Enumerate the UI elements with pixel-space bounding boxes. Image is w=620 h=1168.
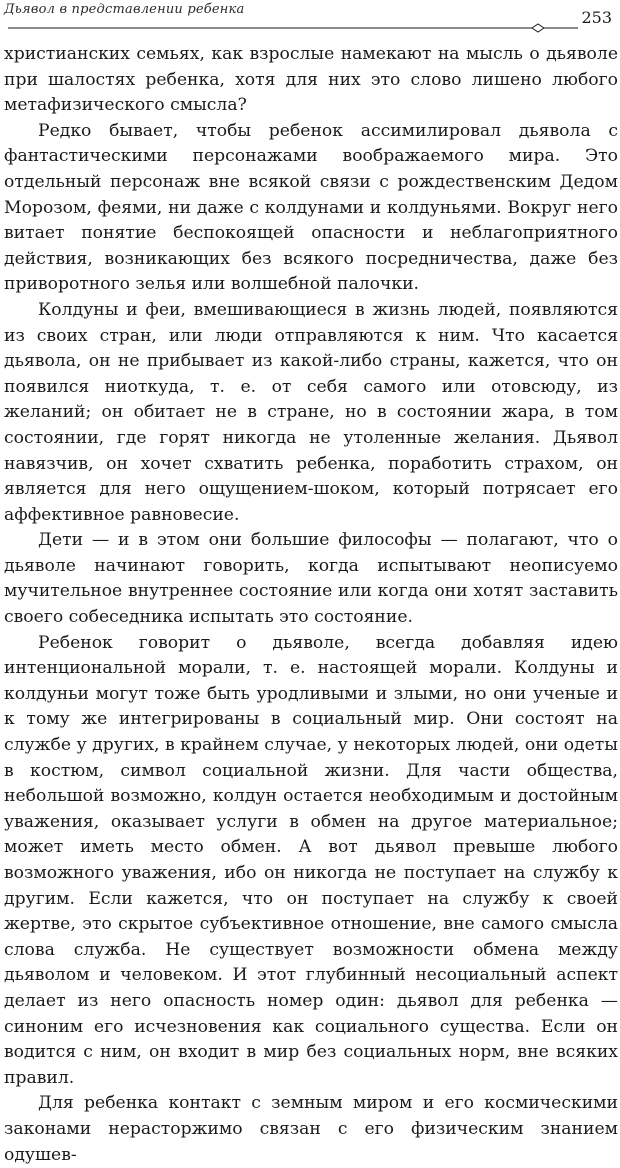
page-number: 253 [581,8,612,27]
paragraph-2: Редко бывает, чтобы ребенок ассимилировал дьявола с фантастическими персонажами воображаемого мира. Это отдельный персонаж вне всякой связи с рождественским Дедом Морозом, феями, ни даже с колдунами и колдуньями. Вокруг него витает понятие беспокоящей опасности и неблагоприятного действия, возникающих без всякого посредничества, даже без приворотного зелья или волшебной палочки. [4,120,618,295]
running-title: Дьявол в представлении ребенка [4,2,245,17]
paragraph-3: Колдуны и феи, вмешивающиеся в жизнь людей, появляются из своих стран, или люди отправляются к ним. Что касается дьявола, он не прибывает из какой-либо страны, кажется, что он появился ниоткуда, т. е. от себя самого или отовсюду, из желаний; он обитает не в стране, но в состоянии жара, в том состоянии, где горят никогда не утоленные желания. Дьявол навязчив, он хочет схватить ребенка, поработить страхом, он является для него ощущением-шоком, который потрясает его аффективное равновесие. [4,299,618,525]
paragraph-6: Для ребенка контакт с земным миром и его космическими законами нерасторжимо связан с его физическим знанием одушев- [4,1093,618,1165]
body-text [4,42,618,1168]
header-rule-ornament [4,21,579,35]
paragraph-5: Ребенок говорит о дьяволе, всегда добавляя идею интенциональной морали, т. е. настоящей морали. Колдуны и колдуньи могут тоже быть уродливыми и злыми, но они ученые и к тому же интегрированы в социальный мир. Они состоят на службе у других, в крайнем случае, у некоторых людей, они одеты в костюм, символ социальной жизни. Для части общества, небольшой возможно, колдун остается необходимым и достойным уважения, оказывает услуги в обмен на другое материальное; может иметь место обмен. А вот дьявол превыше любого возможного уважения, ибо он никогда не поступает на службу к другим. Если кажется, что он поступает на службу к своей жертве, это скрытое субъективное отношение, вне самого смысла слова служба. Не существует возможности обмена между дьяволом и человеком. И этот глубинный несоциальный аспект делает из него опасность номер один: дьявол для ребенка — синоним его исчезновения как социального существа. Если он водится с ним, он входит в мир без социальных норм, вне всяких правил. [4,632,618,1088]
running-head [4,2,616,28]
paragraph-1: христианских семьях, как взрослые намекают на мысль о дьяволе при шалостях ребенка, хотя для них это слово лишено любого метафизического смысла? [4,44,618,116]
paragraph-4: Дети — и в этом они большие философы — полагают, что о дьяволе начинают говорить, когда испытывают неописуемо мучительное внутреннее состояние или когда они хотят заставить своего собеседника испытать это состояние. [4,530,618,628]
